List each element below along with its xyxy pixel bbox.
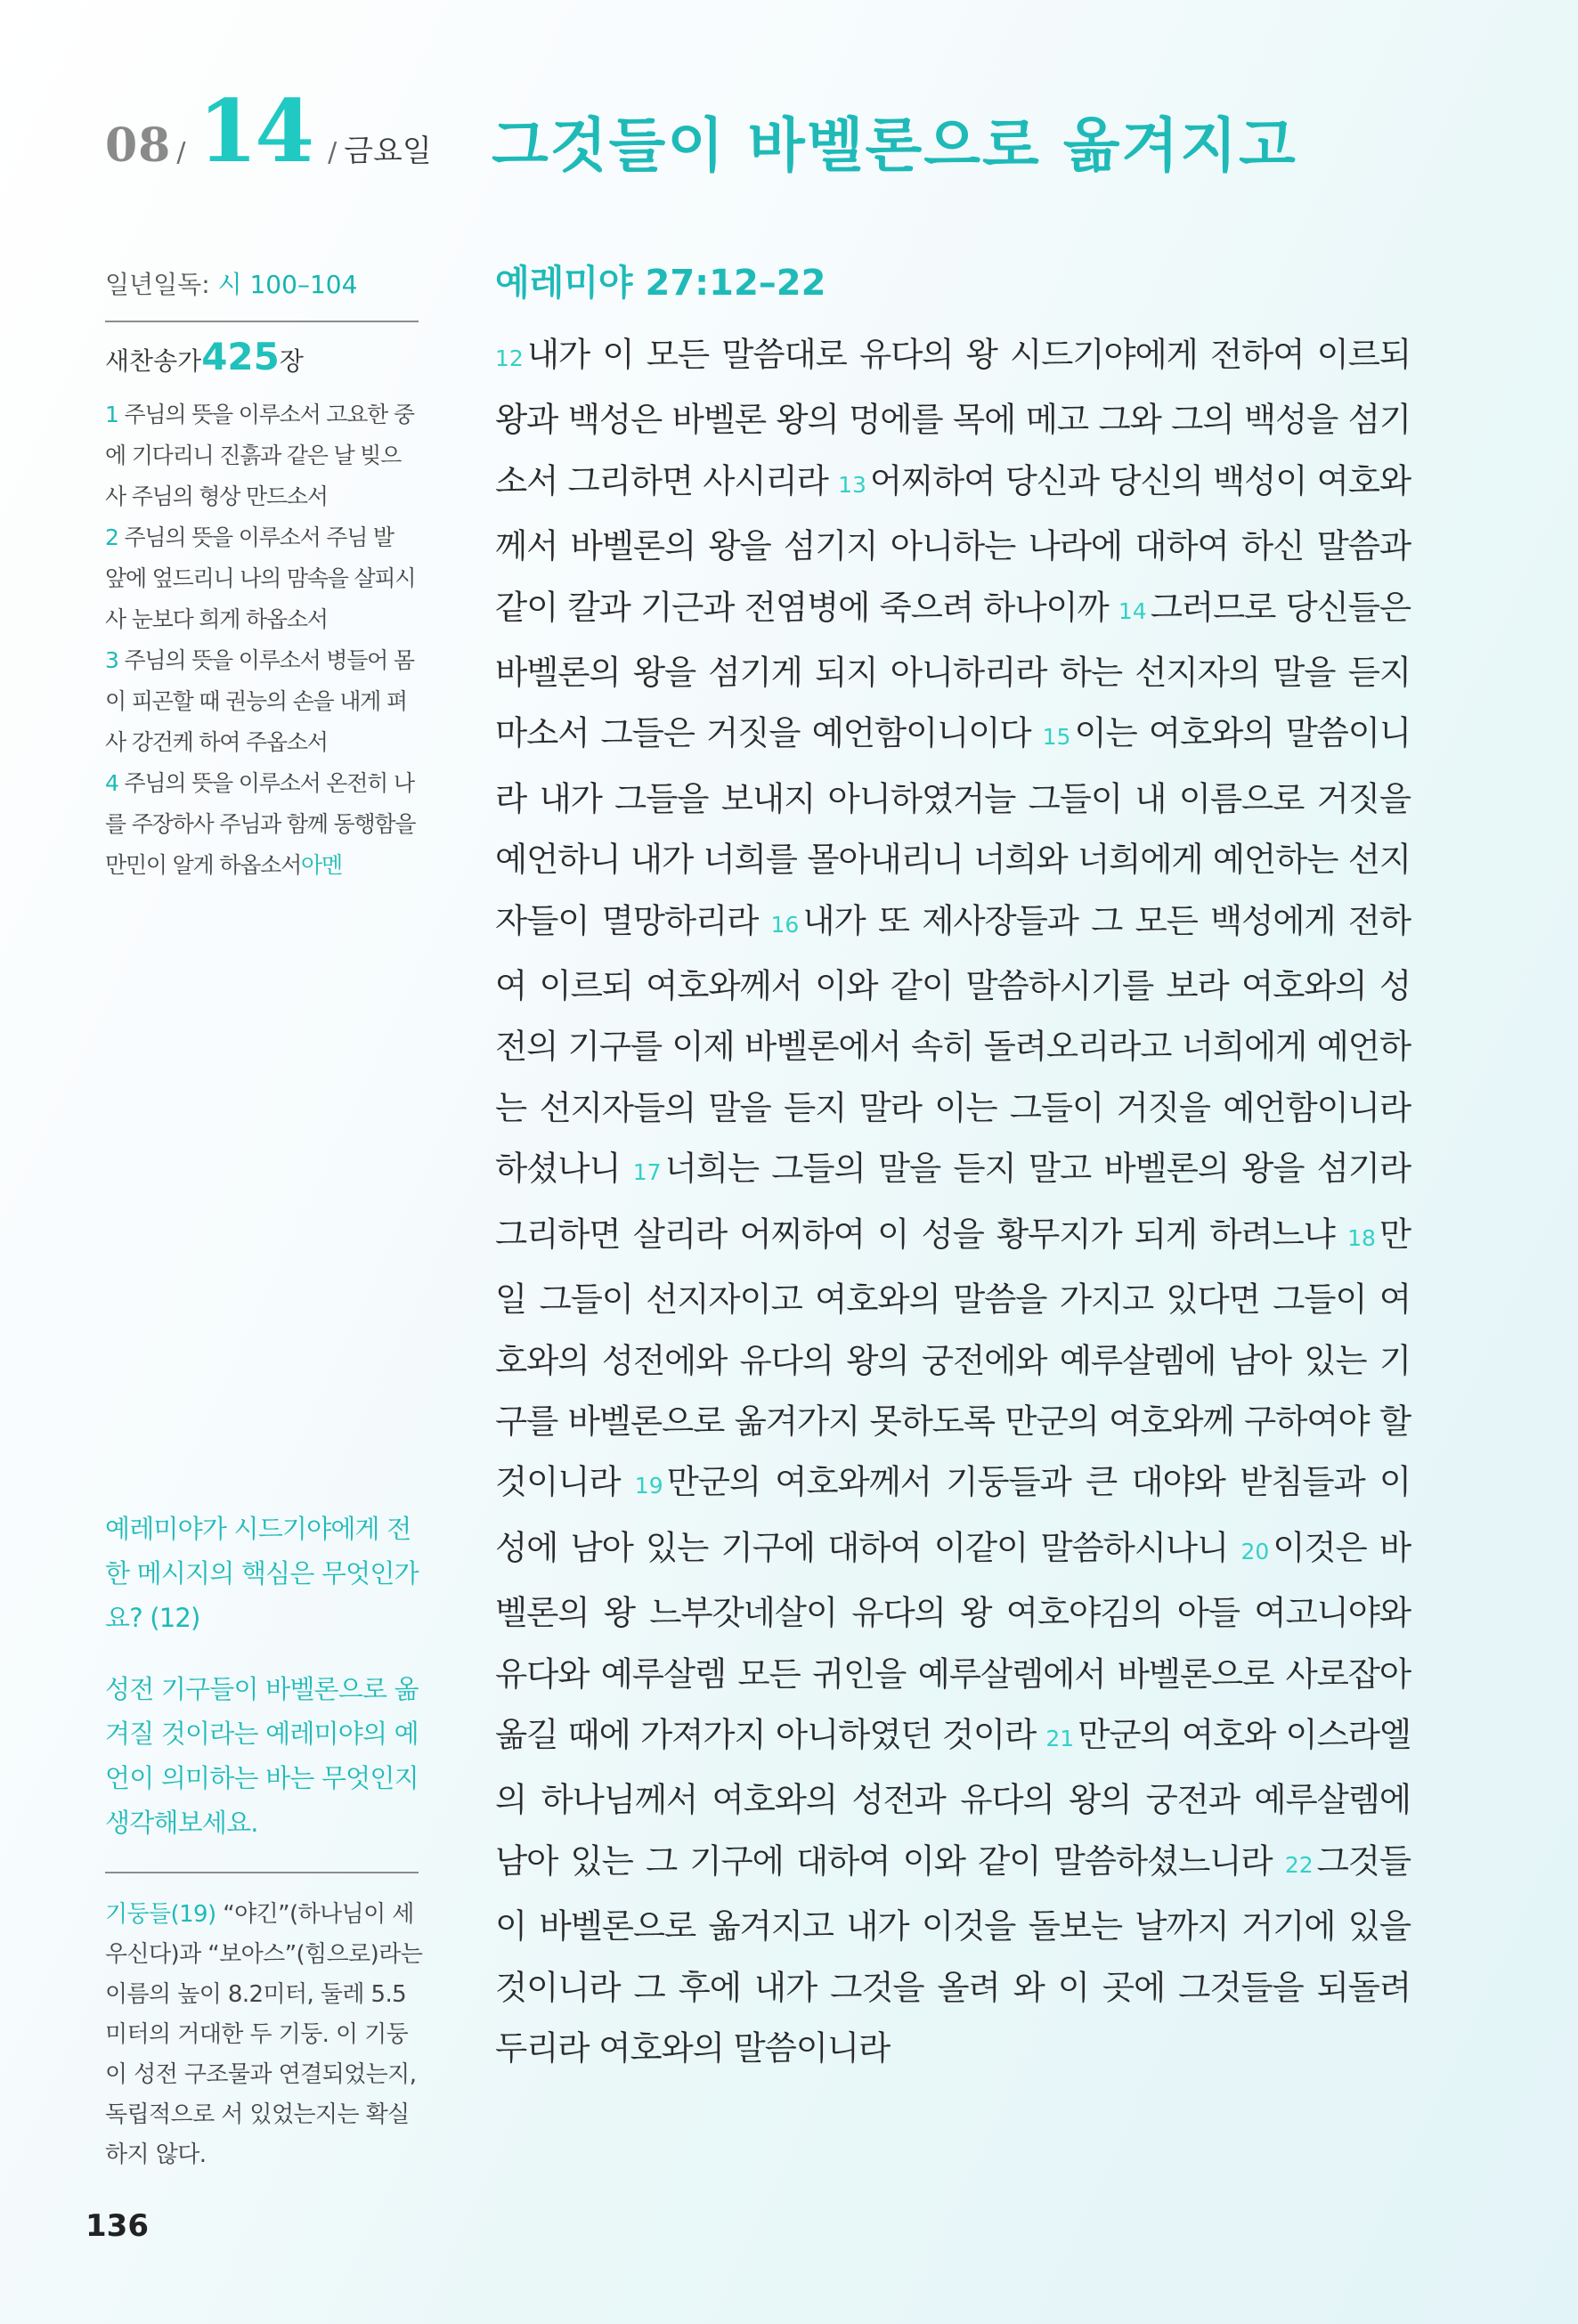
yearly-reading	[105, 265, 419, 301]
hymn-verse-number: 1	[105, 402, 118, 427]
verse-text: 내가 이 모든 말씀대로 유다의 왕 시드기야에게 전하여 이르되 왕과 백성은 바벨론 왕의 멍에를 목에 메고 그와 그의 백성을 섬기소서 그리하면 사시리라	[495, 335, 1411, 500]
passage-reference: 예레미야 27:12–22	[495, 263, 826, 304]
verse-number: 19	[634, 1473, 663, 1499]
sidebar	[105, 265, 419, 886]
hymn-verse	[105, 640, 419, 763]
verse-number: 17	[632, 1159, 662, 1186]
yearly-reading-label: 일년일독:	[105, 270, 210, 299]
verse-text: 만군의 여호와 이스라엘의 하나님께서 여호와의 성전과 유다의 왕의 궁전과 예루살렘에 남아 있는 그 기구에 대하여 이와 같이 말씀하셨느니라	[495, 1714, 1411, 1881]
verse-text: 그것들이 바벨론으로 옮겨지고 내가 이것을 돌보는 날까지 거기에 있을 것이니라 그 후에 내가 그것을 올려 와 이 곳에 그것들을 되돌려 두리라 여호와의 말씀이니라	[495, 1841, 1411, 2068]
verse-text: 만군의 여호와께서 기둥들과 큰 대야와 받침들과 이 성에 남아 있는 기구에 대하여 이같이 말씀하시나니	[495, 1462, 1411, 1567]
date-header	[105, 81, 432, 182]
page-title: 그것들이 바벨론으로 옮겨지고	[492, 111, 1297, 180]
verse-number: 20	[1240, 1538, 1270, 1564]
verse-number: 15	[1042, 724, 1071, 751]
study-note-term: 기둥들(19)	[105, 1901, 216, 1928]
verse-number: 12	[495, 345, 524, 371]
verse-text: 어찌하여 당신과 당신의 백성이 여호와께서 바벨론의 왕을 섬기지 아니하는 나라에 대하여 하신 말씀과 같이 칼과 기근과 전염병에 죽으려 하나이까	[495, 460, 1411, 627]
verse-number: 14	[1118, 597, 1147, 624]
verse-text: 그러므로 당신들은 바벨론의 왕을 섬기게 되지 아니하리라 하는 선지자의 말을 듣지 마소서 그들은 거짓을 예언함이니이다	[495, 587, 1411, 753]
verse-number: 22	[1284, 1851, 1314, 1878]
hymn-prefix: 새찬송가	[105, 346, 202, 376]
hymn-heading	[105, 335, 419, 378]
hymn-verse-number: 3	[105, 647, 118, 673]
divider	[105, 321, 419, 322]
verse-text: 내가 또 제사장들과 그 모든 백성에게 전하여 이르되 여호와께서 이와 같이 말씀하시기를 보라 여호와의 성전의 기구를 이제 바벨론에서 속히 돌려오리라고 너희에게 예언하는 선지자들의 말을 듣지 말라 이는 그들이 거짓을 예언함이니라 하셨나니	[495, 900, 1411, 1189]
date-separator: /	[176, 137, 186, 168]
hymn-verse-text: 주님의 뜻을 이루소서 온전히 나를 주장하사 주님과 함께 동행함을 만민이 알게 하옵소서	[105, 770, 416, 878]
reflection-question: 성전 기구들이 바벨론으로 옮겨질 것이라는 예레미야의 예언이 의미하는 바는 무엇인지 생각해보세요.	[105, 1674, 419, 1838]
divider	[105, 1872, 419, 1873]
date-day: 14	[198, 81, 313, 182]
verse-number: 18	[1347, 1224, 1376, 1251]
hymn-verse-text: 주님의 뜻을 이루소서 주님 발 앞에 엎드리니 나의 맘속을 살피시사 눈보다 희게 하옵소서	[105, 524, 416, 632]
verse-text: 이는 여호와의 말씀이니라 내가 그들을 보내지 아니하였거늘 그들이 내 이름으로 거짓을 예언하니 내가 너희를 몰아내리니 너희와 너희에게 예언하는 선지자들이 멸망하리라	[495, 713, 1411, 940]
hymn-lyrics	[105, 394, 419, 886]
study-note-text: “야긴”(하나님이 세우신다)과 “보아스”(힘으로)라는 이름의 높이 8.2미터, 둘레 5.5미터의 거대한 두 기둥. 이 기둥이 성전 구조물과 연결되었는지, 독립적으로 서 있었는지는 확실하지 않다.	[105, 1901, 423, 2168]
hymn-verse	[105, 394, 419, 517]
hymn-verse	[105, 763, 419, 886]
page-number: 136	[85, 2208, 149, 2244]
scripture-passage	[495, 324, 1411, 2078]
yearly-reading-ref: 시 100–104	[217, 270, 358, 299]
hymn-number: 425	[201, 335, 280, 378]
hymn-verse-text: 주님의 뜻을 이루소서 병들어 몸이 피곤할 때 권능의 손을 내게 펴사 강건케 하여 주옵소서	[105, 647, 414, 755]
hymn-verse	[105, 517, 419, 640]
verse-number: 16	[770, 911, 800, 938]
hymn-verse-number: 4	[105, 770, 118, 796]
verse-text: 이것은 바벨론의 왕 느부갓네살이 유다의 왕 여호야김의 아들 여고니야와 유다와 예루살렘 모든 귀인을 예루살렘에서 바벨론으로 사로잡아 옮길 때에 가져가지 아니하였던 것이라	[495, 1527, 1411, 1754]
date-month: 08	[105, 118, 172, 173]
study-note	[105, 1895, 426, 2175]
verse-number: 21	[1045, 1725, 1075, 1751]
hymn-suffix: 장	[279, 346, 304, 376]
hymn-verse-text: 주님의 뜻을 이루소서 고요한 중에 기다리니 진흙과 같은 날 빚으사 주님의 형상 만드소서	[105, 402, 414, 509]
hymn-verse-number: 2	[105, 524, 118, 550]
date-weekday: 금요일	[344, 134, 432, 169]
verse-text: 만일 그들이 선지자이고 여호와의 말씀을 가지고 있다면 그들이 여호와의 성전에와 유다의 왕의 궁전에와 예루살렘에 남아 있는 기구를 바벨론으로 옮겨가지 못하도록 만군의 여호와께 구하여야 할 것이니라	[495, 1214, 1411, 1502]
date-separator: /	[328, 137, 338, 168]
verse-number: 13	[838, 471, 866, 498]
hymn-amen: 아멘	[301, 852, 342, 878]
reflection-question: 예레미야가 시드기야에게 전한 메시지의 핵심은 무엇인가요? (12)	[105, 1514, 419, 1633]
verse-text: 너희는 그들의 말을 듣지 말고 바벨론의 왕을 섬기라 그리하면 살리라 어찌하여 이 성을 황무지가 되게 하려느냐	[495, 1149, 1411, 1254]
